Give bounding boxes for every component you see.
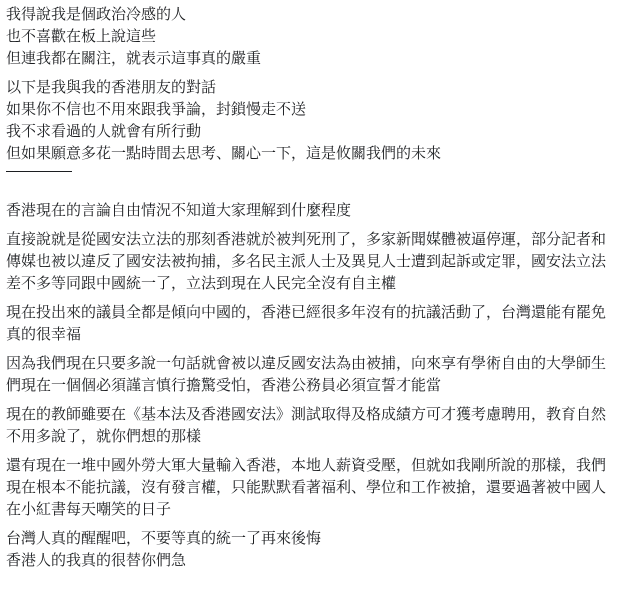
context-line: 我不求看過的人就會有所行動	[6, 122, 202, 140]
answer-paragraph	[6, 228, 615, 294]
answer-text: 現在的教師雖要在《基本法及香港國安法》測試取得及格成績方可才獲考慮聘用，教育自然不用多說了，就你們想的那樣	[6, 405, 607, 445]
context-paragraph	[6, 76, 615, 164]
closing-line: 香港人的我真的很替你們急	[6, 551, 187, 569]
context-line: 以下是我與我的香港朋友的對話	[6, 78, 217, 96]
answer-text: 因為我們現在只要多說一句話就會被以違反國安法為由被捕，向來享有學術自由的大學師生們現在一個個必須謹言慎行擔驚受怕，香港公務員必須宣誓才能當	[6, 354, 607, 394]
section-divider	[6, 171, 615, 185]
question-line: 香港現在的言論自由情況不知道大家理解到什麼程度	[6, 201, 352, 219]
intro-line: 但連我都在關注，就表示這事真的嚴重	[6, 49, 262, 67]
closing-line: 台灣人真的醒醒吧，不要等真的統一了再來後悔	[6, 529, 322, 547]
closing-paragraph	[6, 527, 615, 571]
question-paragraph	[6, 199, 615, 221]
answer-paragraph	[6, 403, 615, 447]
answer-paragraph	[6, 454, 615, 520]
intro-paragraph	[6, 3, 615, 69]
answer-text: 現在投出來的議員全都是傾向中國的，香港已經很多年沒有的抗議活動了，台灣還能有罷免真的很幸福	[6, 303, 607, 343]
answer-paragraph	[6, 301, 615, 345]
answer-paragraph	[6, 352, 615, 396]
context-line: 但如果願意多花一點時間去思考、關心一下，這是攸關我們的未來	[6, 144, 442, 162]
answer-text: 還有現在一堆中國外勞大軍大量輸入香港，本地人薪資受壓，但就如我剛所說的那樣，我們現在根本不能抗議，沒有發言權，只能默默看著福利、學位和工作被搶，還要過著被中國人在小紅書每天嘲笑的日子	[6, 456, 607, 518]
intro-line: 也不喜歡在板上說這些	[6, 27, 157, 45]
intro-line: 我得說我是個政治冷感的人	[6, 5, 187, 23]
answer-text: 直接說就是從國安法立法的那刻香港就於被判死刑了，多家新聞媒體被逼停運，部分記者和傳媒也被以違反了國安法被拘捕，多名民主派人士及異見人士遭到起訴或定罪，國安法立法差不多等同跟中國統一了，立法到現在人民完全沒有自主權	[6, 230, 607, 292]
context-line: 如果你不信也不用來跟我爭論，封鎖慢走不送	[6, 100, 307, 118]
